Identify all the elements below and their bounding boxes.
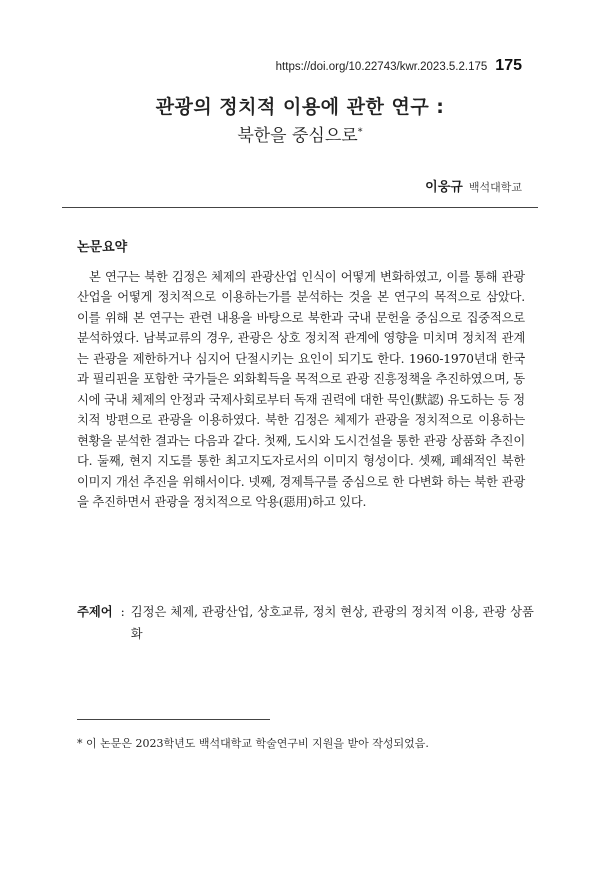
abstract-heading: 논문요약 [77,240,128,255]
page-header [276,57,522,75]
abstract-body: 본 연구는 북한 김정은 체제의 관광산업 인식이 어떻게 변화하였고, 이를 통해 관광산업을 어떻게 정치적으로 이용하는가를 분석하는 것을 본 연구의 목적으로 삼았다. 이를 위해 본 연구는 관련 내용을 바탕으로 북한과 국내 문헌을 중심으로 집중적으로 분석하였다. 남북교류의 경우, 관광은 상호 정치적 관계에 영향을 미치며 정치적 관계는 관광을 제한하거나 심지어 단절시키는 요인이 되기도 한다. 1960-1970년대 한국과 필리핀을 포함한 국가들은 외화획득을 목적으로 관광 진흥정책을 추진하였으며, 동시에 국내 체제의 안정과 국제사회로부터 독재 권력에 대한 묵인(默認) 유도하는 등 정치적 방편으로 관광을 이용하였다. 북한 김정은 체제가 관광을 정치적으로 이용하는 현황을 분석한 결과는 다음과 같다. 첫째, 도시와 도시건설을 통한 관광 상품화 추진이다. 둘째, 현지 지도를 통한 최고지도자로서의 이미지 형성이다. 셋째, 폐쇄적인 북한 이미지 개선 추진을 위해서이다. 넷째, 경제특구를 중심으로 한 다변화 하는 북한 관광을 추진하면서 관광을 정치적으로 악용(惡用)하고 있다. [77,270,525,509]
paper-subtitle [0,121,600,146]
keywords-label: 주제어 [77,605,113,619]
subtitle-footnote-mark: * [357,126,363,138]
footnote: * 이 논문은 2023학년도 백석대학교 학술연구비 지원을 받아 작성되었음. [77,737,429,750]
subtitle-text: 북한을 중심으로 [237,126,358,146]
paper-title: 관광의 정치적 이용에 관한 연구 : [155,96,445,118]
keywords-block [77,601,537,645]
keywords-separator: : [120,605,125,619]
author-line [425,176,522,195]
page-number: 175 [495,57,522,74]
keywords-list: 김정은 체제, 관광산업, 상호교류, 정치 현상, 관광의 정치적 이용, 관광 상품화 [130,605,534,641]
header-divider [62,207,538,208]
footnote-divider [77,719,270,720]
author-affiliation: 백석대학교 [468,181,522,194]
doi-link[interactable]: https://doi.org/10.22743/kwr.2023.5.2.175 [275,61,488,73]
author-name: 이웅규 [425,180,463,195]
